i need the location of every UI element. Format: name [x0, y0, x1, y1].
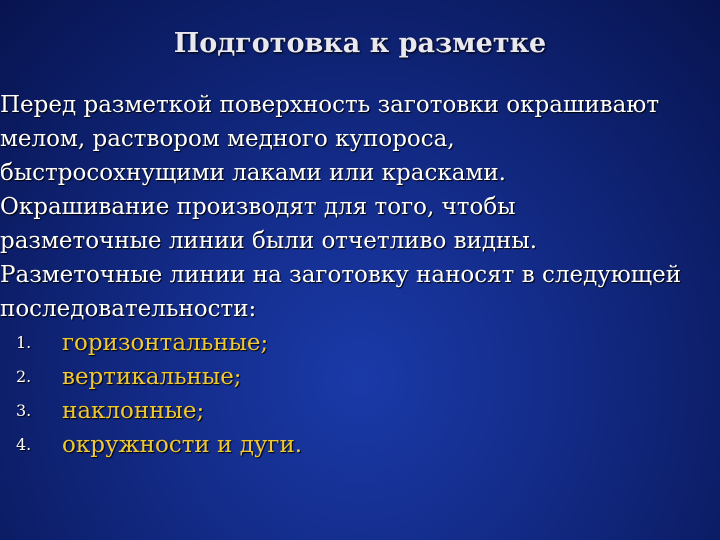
list-text: вертикальные; [62, 364, 242, 390]
list-item [0, 326, 720, 360]
list-text: окружности и дуги. [62, 432, 303, 458]
paragraph-line: Перед разметкой поверхность заготовки окрашивают [0, 92, 660, 118]
list-number: 4. [16, 435, 32, 454]
paragraph-line: Разметочные линии на заготовку наносят в следующей [0, 262, 682, 288]
paragraph-coloring-purpose [0, 190, 720, 258]
paragraph-marking-order [0, 258, 720, 326]
slide-body [0, 88, 720, 462]
list-number: 3. [16, 401, 32, 420]
list-text: наклонные; [62, 398, 205, 424]
paragraph-line: мелом, раствором медного купороса, [0, 126, 455, 152]
paragraph-line: разметочные линии были отчетливо видны. [0, 228, 538, 254]
slide-title: Подготовка к разметке [173, 28, 547, 59]
list-number: 2. [16, 367, 32, 386]
paragraph-line: быстросохнущими лаками или красками. [0, 160, 506, 186]
paragraph-line: Окрашивание производят для того, чтобы [0, 194, 516, 220]
list-text: горизонтальные; [62, 330, 269, 356]
paragraph-line: последовательности: [0, 296, 257, 322]
list-number: 1. [16, 333, 32, 352]
list-item [0, 428, 720, 462]
list-item [0, 394, 720, 428]
paragraph-surface-coloring [0, 88, 720, 190]
list-item [0, 360, 720, 394]
